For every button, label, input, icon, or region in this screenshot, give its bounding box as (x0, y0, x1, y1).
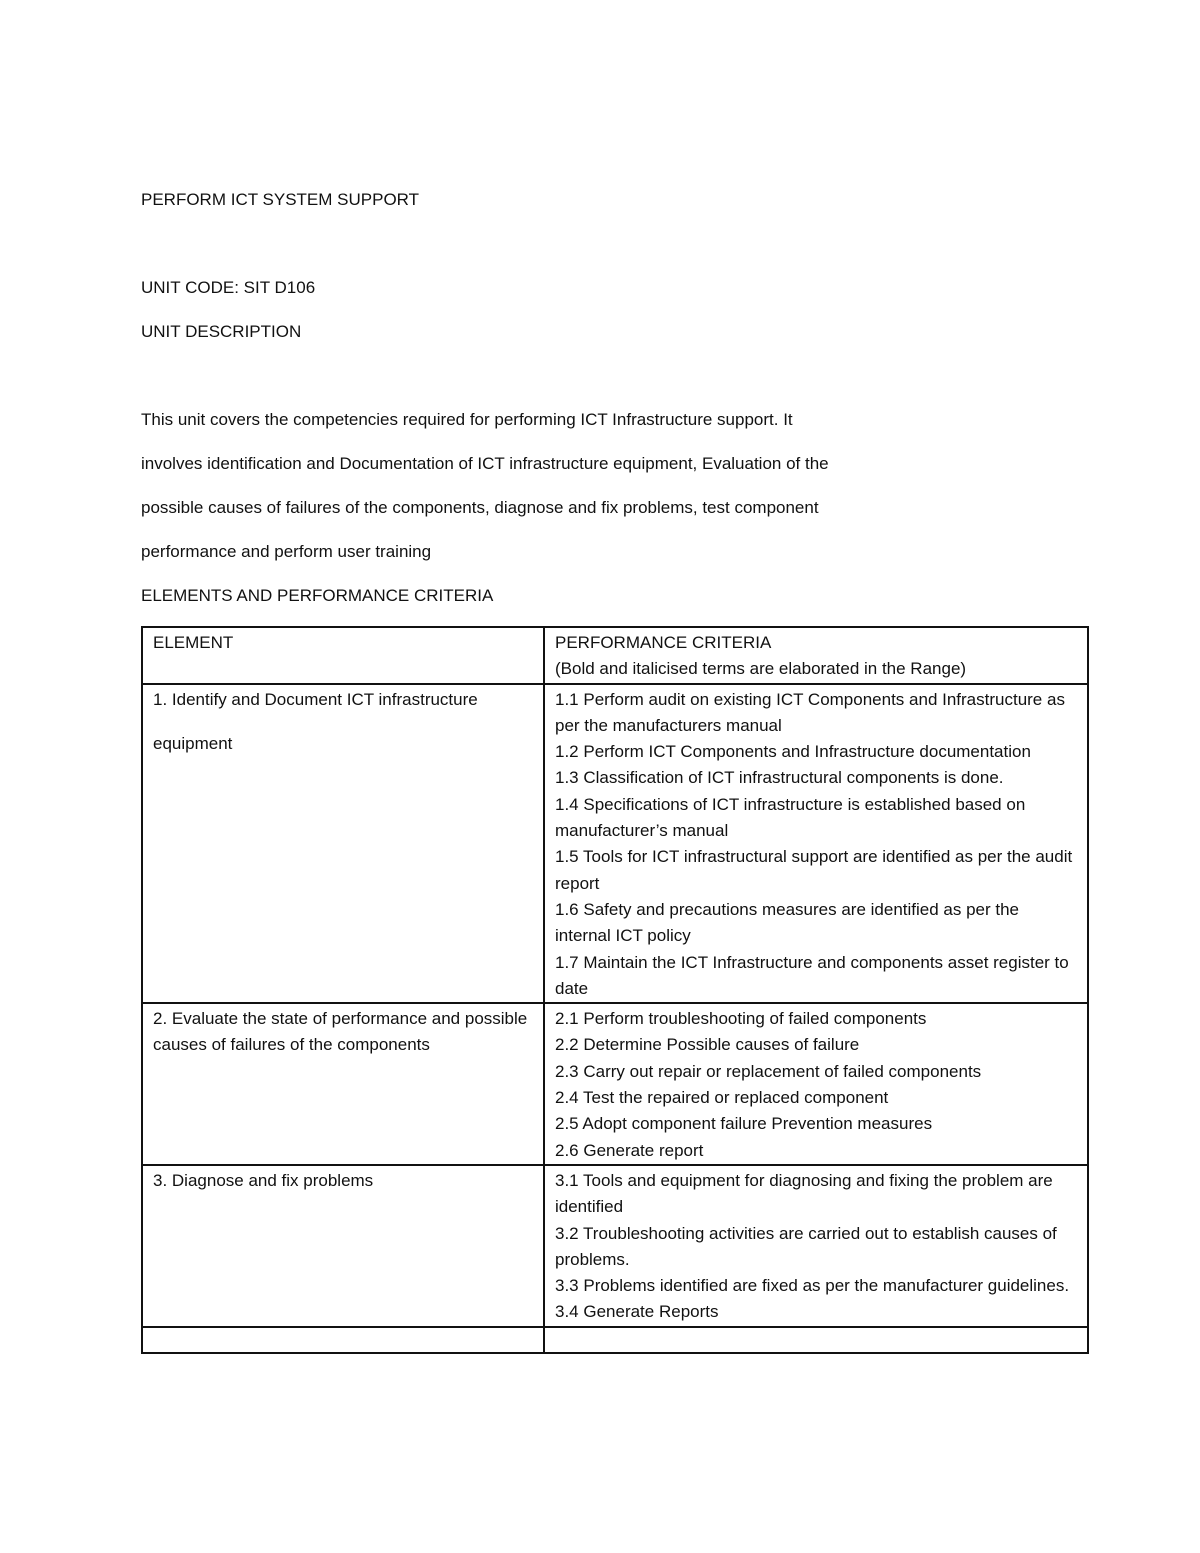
description-line: possible causes of failures of the components, diagnose and fix problems, test component (141, 498, 819, 517)
criteria-column-header: PERFORMANCE CRITERIA (555, 633, 772, 652)
table-row (142, 684, 1088, 1004)
criterion-item: 2.3 Carry out repair or replacement of failed components (555, 1061, 982, 1081)
element-cell (142, 684, 544, 1004)
empty-cell (544, 1327, 1088, 1353)
criterion-item: 1.6 Safety and precautions measures are identified as per the internal ICT policy (555, 899, 1020, 946)
element-text: 2. Evaluate the state of performance and possible causes of failures of the components (153, 1009, 528, 1055)
criterion-item: 1.4 Specifications of ICT infrastructure is established based on manufacturer’s manual (555, 794, 1026, 841)
element-column-header: ELEMENT (153, 633, 234, 652)
table-header-row (142, 627, 1088, 684)
criterion-item: 3.3 Problems identified are fixed as per the manufacturer guidelines. (555, 1276, 1070, 1296)
description-line: performance and perform user training (141, 542, 432, 561)
element-cell (142, 1003, 544, 1165)
criteria-cell (544, 1165, 1088, 1327)
description-line: involves identification and Documentation of ICT infrastructure equipment, Evaluation of the (141, 454, 829, 473)
criterion-item: 2.1 Perform troubleshooting of failed components (555, 1009, 927, 1029)
criterion-item: 1.7 Maintain the ICT Infrastructure and components asset register to date (555, 952, 1069, 998)
unit-code: UNIT CODE: SIT D106 (141, 278, 316, 297)
description-line: This unit covers the competencies required for performing ICT Infrastructure support. It (141, 410, 793, 429)
criterion-item: 3.1 Tools and equipment for diagnosing and fixing the problem are identified (555, 1170, 1053, 1217)
elements-heading: ELEMENTS AND PERFORMANCE CRITERIA (141, 586, 494, 605)
criteria-header-cell (544, 627, 1088, 684)
table-row (142, 1165, 1088, 1327)
criteria-cell (544, 684, 1088, 1004)
element-header-cell (142, 627, 544, 684)
criterion-item: 3.2 Troubleshooting activities are carried out to establish causes of problems. (555, 1223, 1057, 1269)
criterion-item: 2.5 Adopt component failure Prevention measures (555, 1114, 933, 1134)
criterion-item: 2.6 Generate report (555, 1140, 704, 1160)
element-text: 1. Identify and Document ICT infrastructure equipment (153, 689, 478, 753)
criterion-item: 1.2 Perform ICT Components and Infrastructure documentation (555, 742, 1031, 762)
element-text: 3. Diagnose and fix problems (153, 1170, 374, 1190)
criterion-item: 3.4 Generate Reports (555, 1302, 719, 1322)
empty-cell (142, 1327, 544, 1353)
criterion-item: 2.2 Determine Possible causes of failure (555, 1035, 860, 1055)
table-row-empty (142, 1327, 1088, 1353)
document-title: PERFORM ICT SYSTEM SUPPORT (141, 190, 420, 209)
criteria-column-note: (Bold and italicised terms are elaborated in the Range) (555, 659, 967, 679)
elements-criteria-table (141, 626, 1089, 1354)
criterion-item: 1.5 Tools for ICT infrastructural support are identified as per the audit report (555, 847, 1073, 893)
criterion-item: 1.1 Perform audit on existing ICT Components and Infrastructure as per the manufacturers manual (555, 689, 1065, 735)
table-row (142, 1003, 1088, 1165)
criteria-cell (544, 1003, 1088, 1165)
criterion-item: 2.4 Test the repaired or replaced component (555, 1088, 889, 1108)
element-cell (142, 1165, 544, 1327)
criterion-item: 1.3 Classification of ICT infrastructural components is done. (555, 768, 1004, 788)
unit-description-heading: UNIT DESCRIPTION (141, 322, 302, 341)
